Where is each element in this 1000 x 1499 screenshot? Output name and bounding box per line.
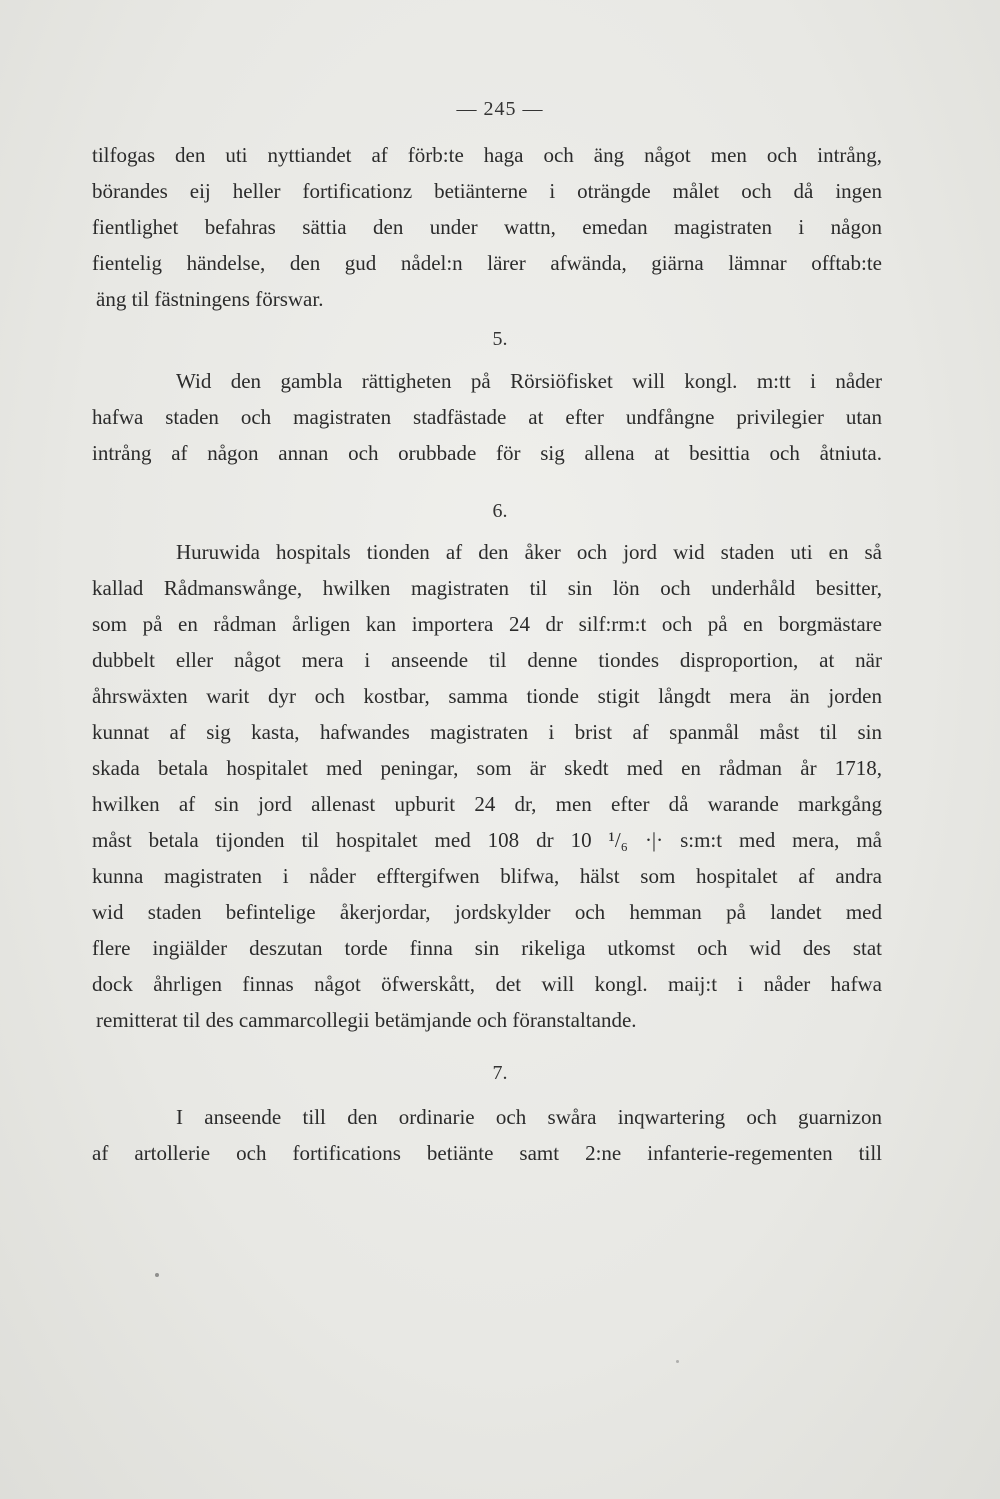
section-number: 5. bbox=[492, 328, 508, 350]
text-line: intrång af någon annan och orubbade för sig allena at besittia och åtniuta. bbox=[92, 441, 882, 465]
text-line: måst betala tijonden til hospitalet med 108 dr 10 ¹/₆ ·|· s:m:t med mera, må bbox=[92, 828, 882, 852]
text-line: äng til fästningens förswar. bbox=[96, 287, 324, 311]
text-line: dock åhrligen finnas något öfwerskått, det will kongl. maij:t i nåder hafwa bbox=[92, 972, 882, 996]
text-line: kunna magistraten i nåder efftergifwen blifwa, hälst som hospitalet af andra bbox=[92, 864, 882, 888]
text-line: fientelig händelse, den gud nådel:n lärer afwända, giärna lämnar offtab:te bbox=[92, 251, 882, 275]
text-line: kallad Rådmanswånge, hwilken magistraten til sin lön och underhåld besitter, bbox=[92, 576, 882, 600]
text-line: wid staden befintelige åkerjordar, jordskylder och hemman på landet med bbox=[92, 900, 882, 924]
text-line: Wid den gambla rättigheten på Rörsiöfisket will kongl. m:tt i nåder bbox=[176, 369, 882, 393]
text-line: åhrswäxten warit dyr och kostbar, samma tionde stigit långdt mera än jorden bbox=[92, 684, 882, 708]
text-line: fientlighet befahras sättia den under wattn, emedan magistraten i någon bbox=[92, 215, 882, 239]
text-line: Huruwida hospitals tionden af den åker och jord wid staden uti en så bbox=[176, 540, 882, 564]
text-line: dubbelt eller något mera i anseende til denne tiondes disproportion, at när bbox=[92, 648, 882, 672]
text-line: börandes eij heller fortificationz betiänterne i oträngde målet och då ingen bbox=[92, 179, 882, 203]
text-line: hwilken af sin jord allenast upburit 24 dr, men efter då warande markgång bbox=[92, 792, 882, 816]
scan-speck bbox=[676, 1360, 679, 1363]
text-line: tilfogas den uti nyttiandet af förb:te haga och äng något men och intrång, bbox=[92, 143, 882, 167]
text-line: skada betala hospitalet med peningar, som är skedt med en rådman år 1718, bbox=[92, 756, 882, 780]
text-line: som på en rådman årligen kan importera 24 dr silf:rm:t och på en borgmästare bbox=[92, 612, 882, 636]
page-number: — 245 — bbox=[456, 98, 544, 120]
scan-speck bbox=[155, 1273, 159, 1277]
text-line: kunnat af sig kasta, hafwandes magistraten i brist af spanmål måst til sin bbox=[92, 720, 882, 744]
text-line: hafwa staden och magistraten stadfästade at efter undfångne privilegier utan bbox=[92, 405, 882, 429]
text-line: flere ingiälder deszutan torde finna sin rikeliga utkomst och wid des stat bbox=[92, 936, 882, 960]
text-line: remitterat til des cammarcollegii betämjande och föranstaltande. bbox=[96, 1008, 637, 1032]
text-line: I anseende till den ordinarie och swåra inqwartering och guarnizon bbox=[176, 1105, 882, 1129]
section-number: 7. bbox=[492, 1062, 508, 1084]
section-number: 6. bbox=[492, 500, 508, 522]
text-line: af artollerie och fortifications betiänte samt 2:ne infanterie-regementen till bbox=[92, 1141, 882, 1165]
